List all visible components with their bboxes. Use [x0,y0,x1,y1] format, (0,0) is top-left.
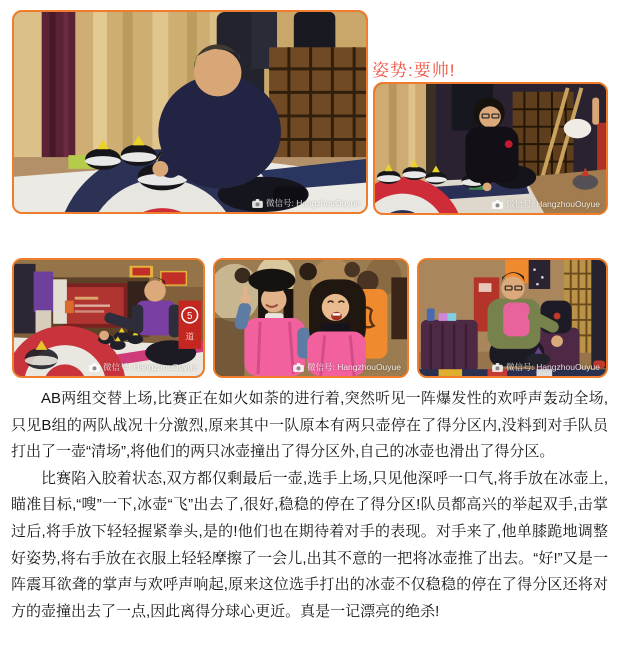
white-towel [564,119,592,138]
watermark-label: 微信号: HangzhouOuyue [505,199,600,210]
camera-icon [492,200,503,209]
paragraph-1: AB两组交替上场,比赛正在如火如荼的进行着,突然听见一阵爆发性的欢呼声轰动全场,只见B组的两队战况十分激烈,原来其中一队原本有两只壶停在了得分区内,没料到对手队员打出了一壶“清场”,将他们的两只冰壶撞出了得分区外,自己的冰壶也滑出了得分区。 [11,390,608,461]
lane-number: 5 [187,311,193,322]
photo-watermark [492,200,600,209]
photo-man-delivering-stone[interactable] [12,10,368,214]
paragraph-2: 比赛陷入胶着状态,双方都仅剩最后一壶,选手上场,只见他深呼一口气,将手放在冰壶上,瞄准目标,“嗖”一下,冰壶“飞”出去了,很好,稳稳的停在了得分区!队员都高兴的举起双手,击掌过后,将手放下轻轻握紧拳头,是的!他们也在期待着对手的表现。对手来了,他单膝跪地调整好姿势,将右手放在衣服上轻轻摩擦了一会儿,出其不意的一把将冰壶推了出去。“好!”又是一阵震耳欲聋的掌声与欢呼声响起,原来这位选手打出的冰壶不仅稳稳的停在了得分区还将对方的壶撞出去了一点,因此离得分球心更近。真是一记漂亮的绝杀! [11,469,608,620]
article-body [11,386,608,625]
photo-watermark [293,363,401,372]
photo-watermark [492,363,600,372]
lane-sign [179,301,202,349]
photo-laughing-teammates[interactable] [213,258,409,378]
photo-art [14,12,366,212]
photo-art [375,84,606,213]
right-edge-person [591,260,606,368]
pose-caption: 姿势:要帅! [372,61,456,80]
lattice-screen [269,47,366,169]
camera-icon [492,363,503,372]
watermark-label: 微信号: HangzhouOuyue [265,198,360,209]
lane-char: 道 [185,331,195,342]
photo-art [215,260,407,376]
photo-woman-crouching[interactable] [373,82,608,215]
camera-icon [293,363,304,372]
photo-art [14,260,203,376]
camera-icon [252,199,263,208]
photo-art [419,260,606,376]
photo-purple-vest-player[interactable] [12,258,205,378]
watermark-label: 微信号: HangzhouOuyue [505,362,600,373]
photo-watermark [89,363,197,372]
watermark-label: 微信号: HangzhouOuyue [102,362,197,373]
watermark-label: 微信号: HangzhouOuyue [306,362,401,373]
photo-green-jacket-player[interactable] [417,258,608,378]
photo-watermark [252,199,360,208]
camera-icon [89,363,100,372]
